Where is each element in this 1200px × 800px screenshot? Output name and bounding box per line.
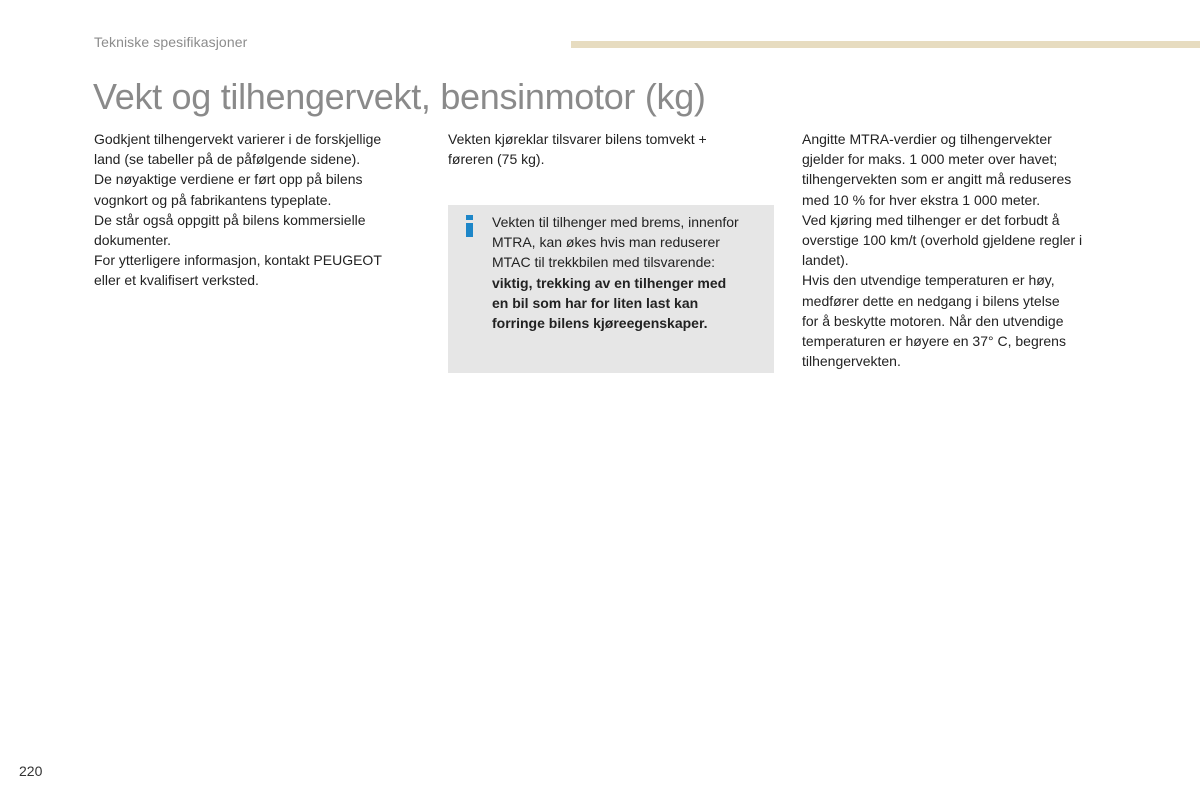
text-line: De står også oppgitt på bilens kommersielle <box>94 211 366 228</box>
info-line-bold: forringe bilens kjøreegenskaper. <box>492 315 708 332</box>
text-line: medfører dette en nedgang i bilens ytelse <box>802 292 1060 309</box>
text-line: dokumenter. <box>94 232 172 249</box>
section-header: Tekniske spesifikasjoner <box>94 34 248 50</box>
text-line: Godkjent tilhengervekt varierer i de forskjellige <box>94 131 382 147</box>
info-line: MTRA, kan økes hvis man reduserer <box>492 234 720 251</box>
text-line: land (se tabeller på de påfølgende sidene). <box>94 151 361 168</box>
text-line: for å beskytte motoren. Når den utvendige <box>802 312 1064 329</box>
text-line: med 10 % for hver ekstra 1 000 meter. <box>802 191 1041 208</box>
text-line: føreren (75 kg). <box>448 151 545 168</box>
text-line: overstige 100 km/t (overhold gjeldene regler i <box>802 232 1083 249</box>
page-title: Vekt og tilhengervekt, bensinmotor (kg) <box>93 76 706 117</box>
info-line: MTAC til trekkbilen med tilsvarende: <box>492 254 716 271</box>
header-rule <box>571 41 1200 48</box>
info-icon <box>466 215 474 237</box>
text-line: tilhengervekten som er angitt må reduseres <box>802 171 1072 188</box>
text-line: For ytterligere informasjon, kontakt PEUGEOT <box>94 252 382 269</box>
info-line: Vekten til tilhenger med brems, innenfor <box>492 214 739 230</box>
text-line: gjelder for maks. 1 000 meter over havet; <box>802 151 1058 168</box>
text-line: Ved kjøring med tilhenger er det forbudt å <box>802 211 1060 228</box>
text-line: tilhengervekten. <box>802 353 901 370</box>
info-box-text <box>492 212 770 333</box>
text-line: landet). <box>802 252 849 269</box>
text-line: vognkort og på fabrikantens typeplate. <box>94 191 332 208</box>
text-line: Angitte MTRA-verdier og tilhengervekter <box>802 131 1052 147</box>
text-line: temperaturen er høyere en 37° C, begrens <box>802 333 1066 350</box>
info-line-bold: en bil som har for liten last kan <box>492 294 699 311</box>
text-line: Hvis den utvendige temperaturen er høy, <box>802 272 1055 289</box>
text-line: eller et kvalifisert verksted. <box>94 272 259 289</box>
text-line: Vekten kjøreklar tilsvarer bilens tomvekt + <box>448 131 707 147</box>
info-line-bold: viktig, trekking av en tilhenger med <box>492 274 727 291</box>
column-2 <box>448 129 768 169</box>
page-number: 220 <box>19 763 43 779</box>
text-line: De nøyaktige verdiene er ført opp på bilens <box>94 171 363 188</box>
column-3 <box>802 129 1132 371</box>
column-1 <box>94 129 424 291</box>
